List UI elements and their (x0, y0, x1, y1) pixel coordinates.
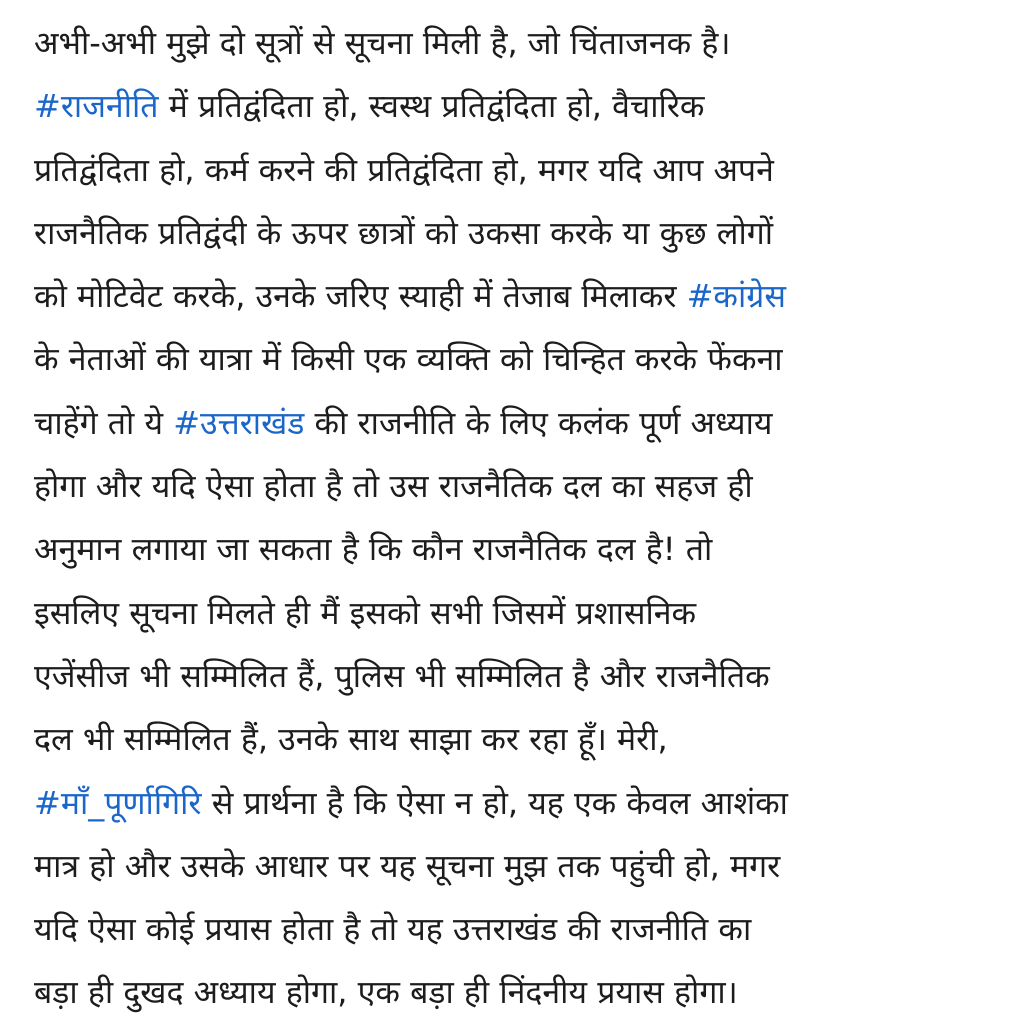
post-text-segment: से प्रार्थना है कि ऐसा न हो, यह एक केवल आशंका (201, 783, 788, 822)
post-text-segment: राजनैतिक प्रतिद्वंदी के ऊपर छात्रों को उकसा करके या कुछ लोगों (34, 213, 774, 252)
post-text-line (34, 708, 1009, 771)
post-text-line (34, 835, 1009, 898)
post-text-segment: बड़ा ही दुखद अध्याय होगा, एक बड़ा ही निंदनीय प्रयास होगा। (34, 973, 738, 1012)
post-text-line (34, 265, 1009, 328)
post-text-line (34, 898, 1009, 961)
post-text-line (34, 582, 1009, 645)
post-text-line (34, 518, 1009, 581)
hashtag-link[interactable]: #राजनीति (34, 87, 159, 126)
post-text-segment: के नेताओं की यात्रा में किसी एक व्यक्ति को चिन्हित करके फेंकना (34, 340, 783, 379)
post-text-line (34, 202, 1009, 265)
post-text-line (34, 139, 1009, 202)
post-text-segment: चाहेंगे तो ये (34, 403, 174, 442)
post-text-segment: अनुमान लगाया जा सकता है कि कौन राजनैतिक दल है! तो (34, 530, 713, 569)
post-text-line (34, 392, 1009, 455)
post-text-segment: प्रतिद्वंदिता हो, कर्म करने की प्रतिद्वंदिता हो, मगर यदि आप अपने (34, 150, 774, 189)
post-text-line (34, 328, 1009, 391)
hashtag-link[interactable]: #कांग्रेस (686, 277, 786, 316)
post-text-segment: होगा और यदि ऐसा होता है तो उस राजनैतिक दल का सहज ही (34, 467, 753, 506)
post-text-line (34, 961, 1009, 1024)
post-text-segment: एजेंसीज भी सम्मिलित हैं, पुलिस भी सम्मिलित है और राजनैतिक (34, 656, 770, 695)
post-body (34, 12, 1009, 1025)
post-text-segment: अभी-अभी मुझे दो सूत्रों से सूचना मिली है, जो चिंताजनक है। (34, 24, 731, 62)
post-text-segment: दल भी सम्मिलित हैं, उनके साथ साझा कर रहा हूँ। मेरी, (34, 720, 668, 759)
post-text-line (34, 455, 1009, 518)
post-text-segment: की राजनीति के लिए कलंक पूर्ण अध्याय (304, 403, 773, 442)
hashtag-link[interactable]: #माँ_पूर्णागिरि (34, 783, 202, 822)
post-text-segment: मात्र हो और उसके आधार पर यह सूचना मुझ तक पहुंची हो, मगर (34, 846, 781, 885)
post-text-segment: इसलिए सूचना मिलते ही मैं इसको सभी जिसमें प्रशासनिक (34, 593, 697, 632)
post-text-segment: में प्रतिद्वंदिता हो, स्वस्थ प्रतिद्वंदिता हो, वैचारिक (158, 87, 705, 126)
post-text-line (34, 75, 1009, 138)
post-text-line (34, 772, 1009, 835)
post-text-line (34, 645, 1009, 708)
post-text-segment: यदि ऐसा कोई प्रयास होता है तो यह उत्तराखंड की राजनीति का (34, 910, 752, 949)
hashtag-link[interactable]: #उत्तराखंड (173, 403, 305, 442)
post-text-segment: को मोटिवेट करके, उनके जरिए स्याही में तेजाब मिलाकर (34, 277, 687, 316)
post-text-line (34, 12, 1009, 75)
